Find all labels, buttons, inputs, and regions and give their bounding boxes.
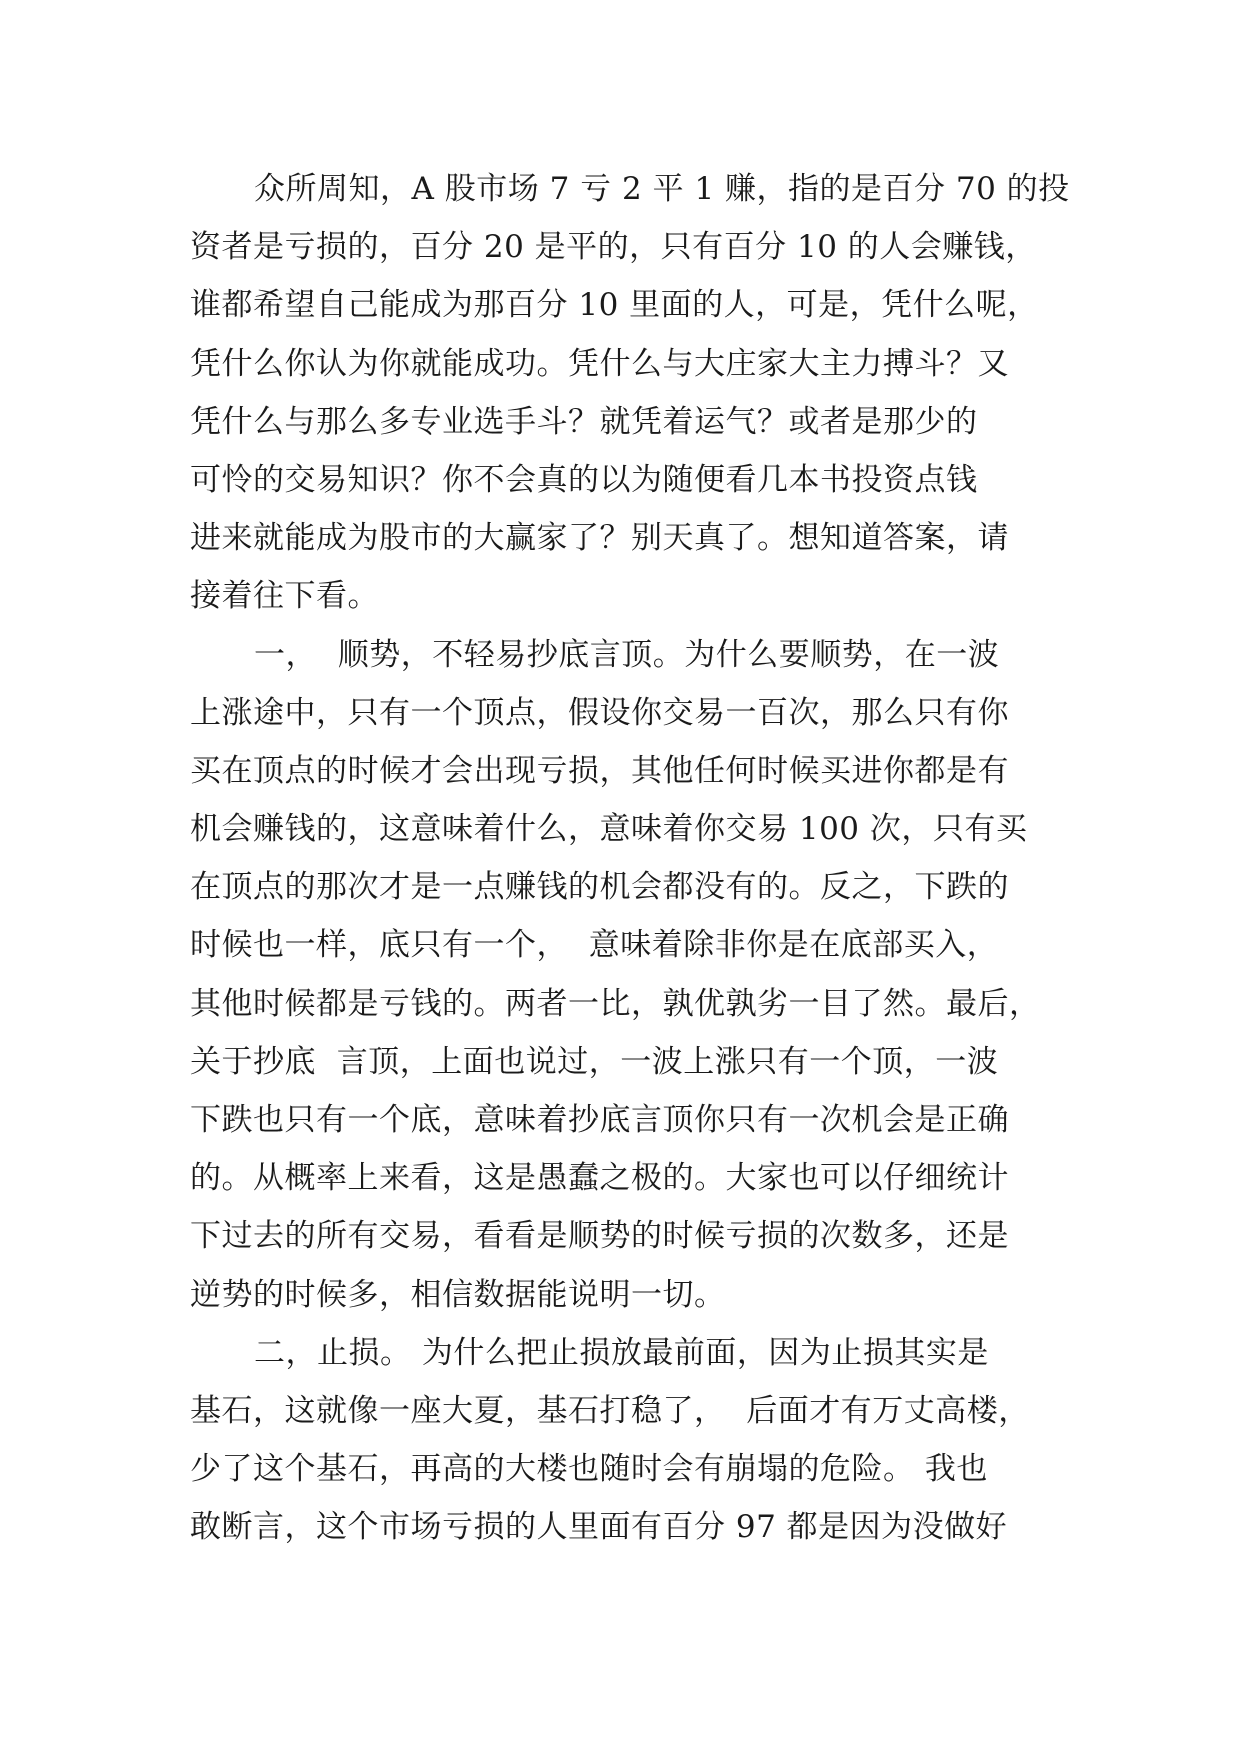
text-line: 在顶点的那次才是一点赚钱的机会都没有的。反之，下跌的 <box>190 869 1009 906</box>
text-line: 时候也一样，底只有一个， 意味着除非你是在底部买入， <box>190 927 999 964</box>
text-line: 一， 顺势，不轻易抄底言顶。为什么要顺势，在一波 <box>254 636 1000 673</box>
text-line: 众所周知，A 股市场 7 亏 2 平 1 赚，指的是百分 70 的投 <box>254 171 1070 207</box>
text-line: 逆势的时候多，相信数据能说明一切。 <box>190 1276 726 1313</box>
text-line: 其他时候都是亏钱的。两者一比，孰优孰劣一目了然。最后， <box>190 985 1041 1022</box>
text-line: 下跌也只有一个底，意味着抄底言顶你只有一次机会是正确 <box>190 1102 1009 1138</box>
text-line: 上涨途中，只有一个顶点，假设你交易一百次，那么只有你 <box>190 694 1009 731</box>
text-line: 下过去的所有交易，看看是顺势的时候亏损的次数多，还是 <box>190 1218 1009 1255</box>
paragraph-section-two <box>190 1324 1060 1557</box>
text-line: 二，止损。 为什么把止损放最前面，因为止损其实是 <box>254 1334 989 1371</box>
text-line: 少了这个基石，再高的大楼也随时会有崩塌的危险。 我也 <box>190 1451 988 1488</box>
text-line: 可怜的交易知识？你不会真的以为随便看几本书投资点钱 <box>190 461 978 498</box>
text-line: 资者是亏损的，百分 20 是平的，只有百分 10 的人会赚钱， <box>190 229 1037 266</box>
text-line: 关于抄底 言顶，上面也说过，一波上涨只有一个顶，一波 <box>190 1043 999 1080</box>
document-body <box>190 160 1070 1557</box>
text-line: 的。从概率上来看，这是愚蠢之极的。大家也可以仔细统计 <box>190 1160 1009 1197</box>
text-line: 敢断言，这个市场亏损的人里面有百分 97 都是因为没做好 <box>190 1509 1008 1546</box>
paragraph-section-one <box>190 626 1060 1324</box>
text-line: 买在顶点的时候才会出现亏损，其他任何时候买进你都是有 <box>190 752 1009 789</box>
text-line: 凭什么与那么多专业选手斗？就凭着运气？或者是那少的 <box>190 403 978 440</box>
text-line: 机会赚钱的，这意味着什么，意味着你交易 100 次，只有买 <box>190 811 1028 848</box>
text-line: 进来就能成为股市的大赢家了？别天真了。想知道答案，请 <box>190 520 1009 557</box>
text-line: 接着往下看。 <box>190 578 379 615</box>
text-line: 谁都希望自己能成为那百分 10 里面的人，可是，凭什么呢， <box>190 287 1039 324</box>
paragraph-intro <box>190 160 1070 626</box>
text-line: 基石，这就像一座大夏，基石打稳了， 后面才有万丈高楼， <box>190 1392 1030 1429</box>
text-line: 凭什么你认为你就能成功。凭什么与大庄家大主力搏斗？又 <box>190 345 1009 382</box>
